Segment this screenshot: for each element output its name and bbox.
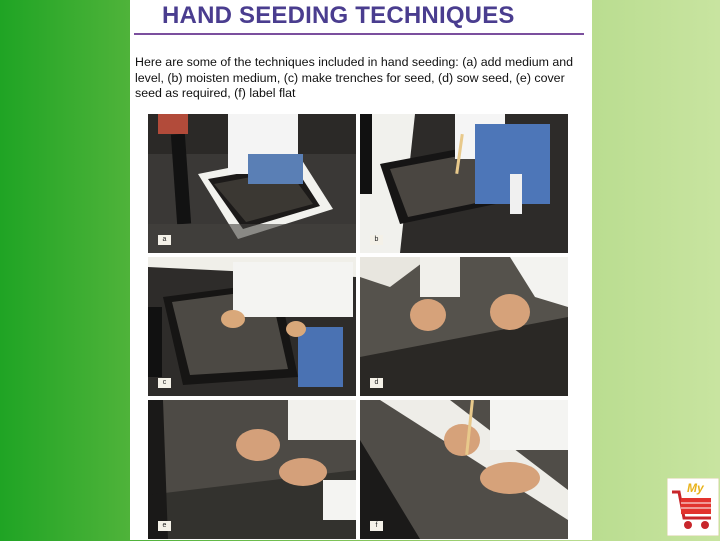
photo-label: d bbox=[370, 378, 383, 388]
intro-text: Here are some of the techniques included in hand seeding: (a) add medium and level, (b) moisten medium, (c) make trenches for seed, (d) sow seed, (e) cover seed as required, (f) label flat bbox=[135, 55, 574, 100]
photo-f bbox=[360, 400, 568, 539]
photo-a bbox=[148, 114, 356, 253]
logo-text: My bbox=[687, 481, 704, 495]
photo-d-image bbox=[360, 257, 568, 396]
photo-grid bbox=[148, 114, 568, 539]
photo-c-image bbox=[148, 257, 356, 396]
title-divider bbox=[134, 33, 584, 35]
document-page bbox=[130, 0, 592, 540]
photo-f-image bbox=[360, 400, 568, 539]
page-title: HAND SEEDING TECHNIQUES bbox=[162, 2, 515, 29]
shopping-cart-icon bbox=[667, 478, 719, 536]
photo-e bbox=[148, 400, 356, 539]
photo-label: b bbox=[370, 235, 383, 245]
photo-label: e bbox=[158, 521, 171, 531]
photo-label: a bbox=[158, 235, 171, 245]
cart-logo bbox=[667, 478, 719, 536]
photo-b-image bbox=[360, 114, 568, 253]
photo-c bbox=[148, 257, 356, 396]
photo-d bbox=[360, 257, 568, 396]
photo-label: c bbox=[158, 378, 171, 388]
photo-b bbox=[360, 114, 568, 253]
photo-e-image bbox=[148, 400, 356, 539]
photo-a-image bbox=[148, 114, 356, 253]
photo-label: f bbox=[370, 521, 383, 531]
